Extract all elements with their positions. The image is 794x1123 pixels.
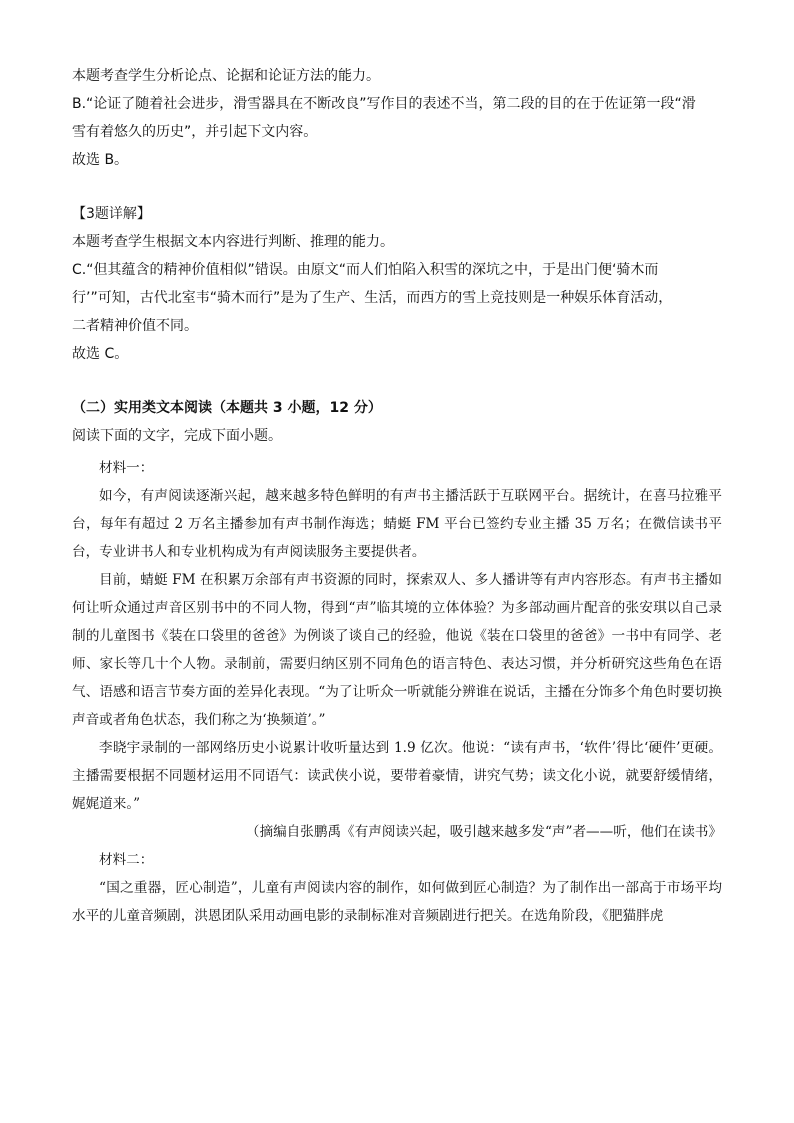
spacer xyxy=(72,174,722,200)
analysis-line-1: 本题考查学生分析论点、论据和论证方法的能力。 xyxy=(72,68,380,84)
material-2-label: 材料二： xyxy=(99,852,154,868)
material-2-paragraph-1: “国之重器，匠心制造”，儿童有声阅读内容的制作，如何做到匠心制造？为了制作出一部高于市场平均水平的儿童音频剧，洪恩团队采用动画电影的录制标准对音频剧进行把关。在选角阶段，《肥猫胖虎 xyxy=(72,880,722,924)
analysis-line-5: C.“但其蕴含的精神价值相似”错误。由原文“而人们怕陷入积雪的深坑之中，于是出门便‘骑木而 xyxy=(72,262,659,278)
analysis-line-3: 雪有着悠久的历史”，并引起下文内容。 xyxy=(72,124,318,140)
material-1-paragraph-2: 目前，蜻蜓 FM 在积累万余部有声书资源的同时，探索双人、多人播讲等有声内容形态。有声书主播如何让听众通过声音区别书中的不同人物，得到“声”临其境的立体体验？为多部动画片配音的张安琪以自己录制的儿童图书《装在口袋里的爸爸》为例谈了谈自己的经验，他说《装在口袋里的爸爸》一书中有同学、老师、家长等几十个人物。录制前，需要归纳区别不同角色的语言特色、表达习惯，并分析研究这些角色在语气、语感和语言节奏方面的差异化表现。“为了让听众一听就能分辨谁在说话，主播在分饰多个角色时要切换声音或者角色状态，我们称之为‘换频道’。” xyxy=(72,572,722,728)
analysis-line-4: 本题考查学生根据文本内容进行判断、推理的能力。 xyxy=(72,234,394,250)
spacer xyxy=(72,368,722,394)
material-1-source: （摘编自张鹏禹《有声阅读兴起，吸引越来越多发“声”者——听，他们在读书》 xyxy=(245,824,722,840)
analysis-line-6: 行’”可知，古代北室韦“骑木而行”是为了生产、生活，而西方的雪上竞技则是一种娱乐体育活动， xyxy=(72,290,673,306)
answer-b: 故选 B。 xyxy=(72,152,129,168)
analysis-line-2: B.“论证了随着社会进步，滑雪器具在不断改良”写作目的表述不当，第二段的目的在于佐证第一段“滑 xyxy=(72,96,696,112)
analysis-line-7: 二者精神价值不同。 xyxy=(72,318,198,334)
material-block xyxy=(72,454,722,930)
instruction: 阅读下面的文字，完成下面小题。 xyxy=(72,428,282,444)
material-1-paragraph-1: 如今，有声阅读逐渐兴起，越来越多特色鲜明的有声书主播活跃于互联网平台。据统计，在喜马拉雅平台，每年有超过 2 万名主播参加有声书制作海选；蜻蜓 FM 平台已签约专业主播 35 万名；在微信读书平台，专业讲书人和专业机构成为有声阅读服务主要提供者。 xyxy=(72,488,722,560)
material-1-paragraph-3: 李晓宇录制的一部网络历史小说累计收听量达到 1.9 亿次。他说：“读有声书，‘软件’得比‘硬件’更硬。主播需要根据不同题材运用不同语气：读武侠小说，要带着豪情，讲究气势；读文化小说，就要舒缓情绪，娓娓道来。” xyxy=(72,740,722,812)
answer-c: 故选 C。 xyxy=(72,346,129,362)
section-title: （二）实用类文本阅读（本题共 3 小题，12 分） xyxy=(72,400,382,416)
question-3-heading: 【3题详解】 xyxy=(72,206,151,222)
document-page xyxy=(72,62,722,930)
material-1-label: 材料一： xyxy=(99,460,154,476)
